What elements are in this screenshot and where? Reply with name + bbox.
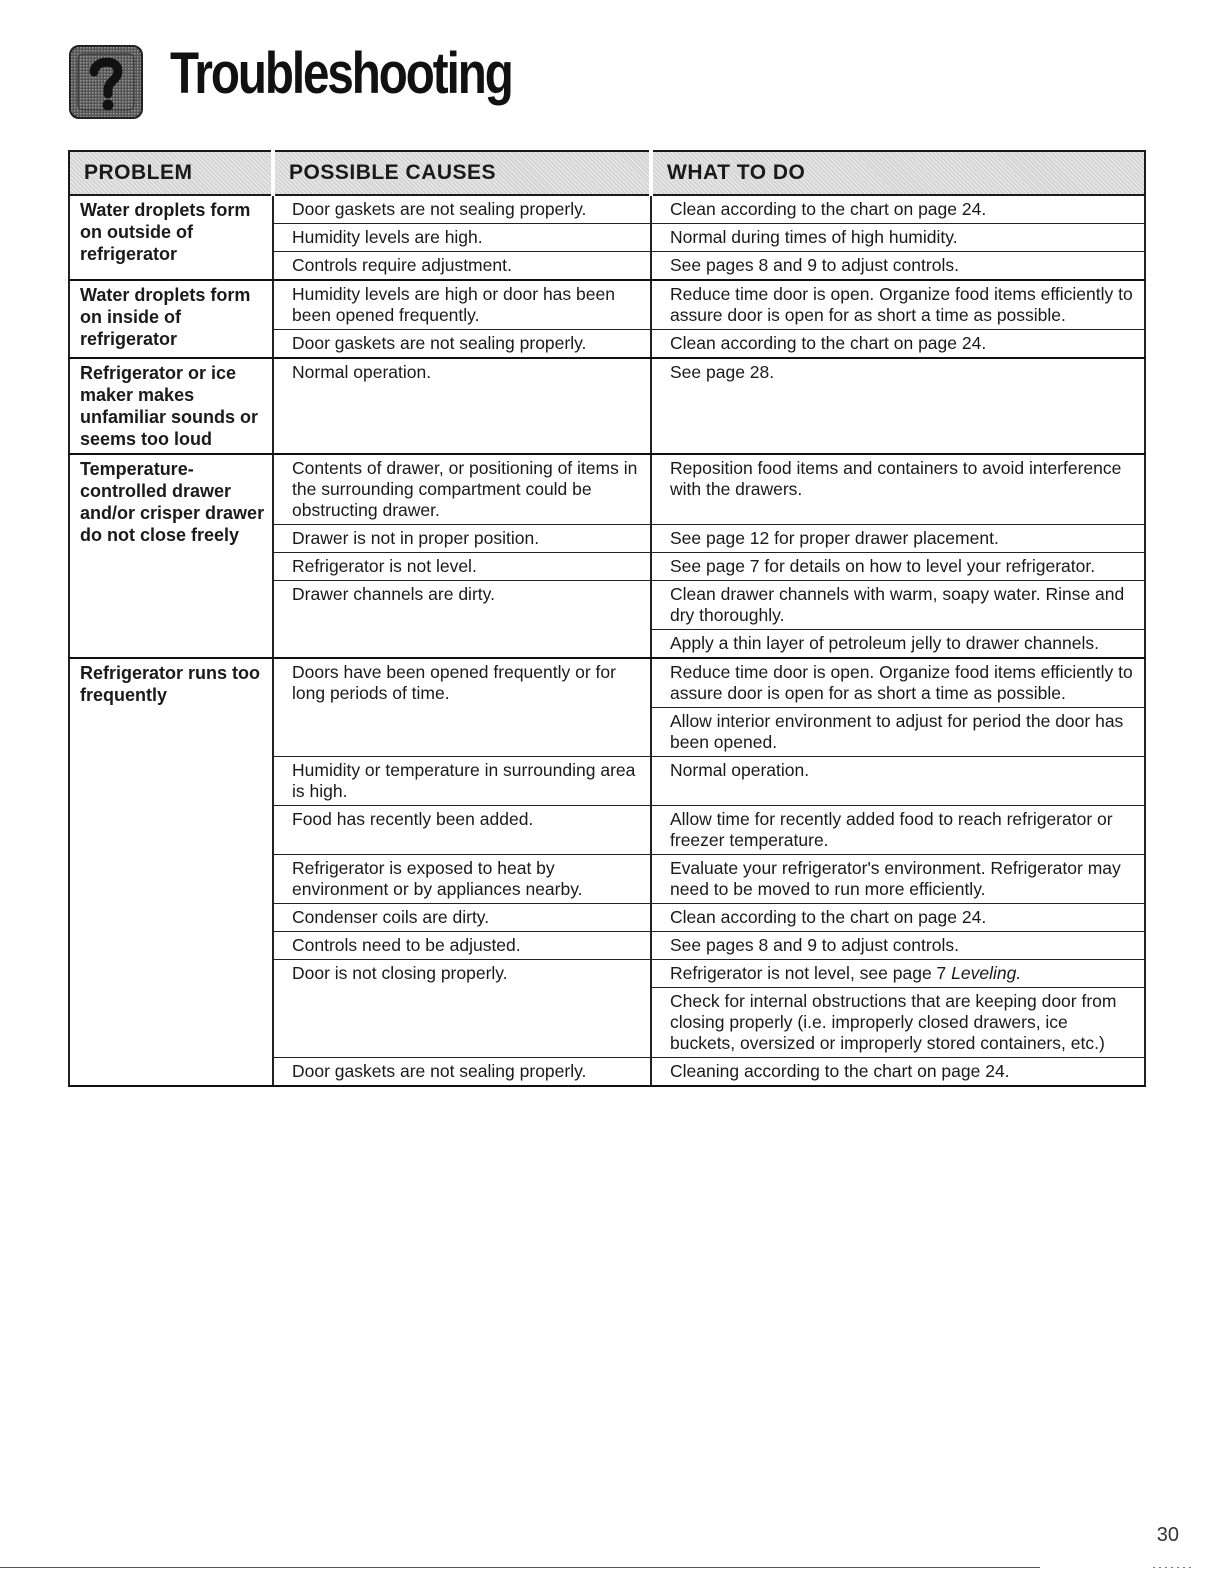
problem-cell: Refrigerator runs too frequently <box>69 658 273 1086</box>
action-item <box>652 553 1144 580</box>
cause-cell: Controls need to be adjusted. <box>273 932 651 960</box>
table-header-row <box>69 151 1145 195</box>
action-item <box>652 525 1144 552</box>
action-item <box>652 988 1144 1057</box>
action-cell <box>651 330 1145 359</box>
question-mark-icon <box>68 44 144 120</box>
table-row <box>69 454 1145 525</box>
action-cell <box>651 855 1145 904</box>
action-item <box>652 196 1144 223</box>
action-text: Clean drawer channels with warm, soapy water. Rinse and dry thoroughly. <box>670 584 1125 625</box>
cause-cell: Drawer is not in proper position. <box>273 525 651 553</box>
action-cell <box>651 1058 1145 1087</box>
action-item <box>652 252 1144 279</box>
table-row <box>69 658 1145 757</box>
problem-cell: Water droplets form on outside of refrigerator <box>69 195 273 280</box>
action-cell <box>651 932 1145 960</box>
action-item <box>652 855 1144 903</box>
footer-dots <box>1153 1567 1193 1568</box>
action-cell <box>651 525 1145 553</box>
action-text: Allow time for recently added food to reach refrigerator or freezer temperature. <box>670 809 1113 850</box>
troubleshooting-table <box>68 150 1146 1087</box>
action-item <box>652 224 1144 251</box>
action-item <box>652 581 1144 630</box>
action-text: See pages 8 and 9 to adjust controls. <box>670 935 959 955</box>
cause-cell: Condenser coils are dirty. <box>273 904 651 932</box>
action-item <box>652 806 1144 854</box>
action-text: Clean according to the chart on page 24. <box>670 199 987 219</box>
action-text: See page 12 for proper drawer placement. <box>670 528 999 548</box>
action-text: See page 7 for details on how to level your refrigerator. <box>670 556 1096 576</box>
action-text: Normal during times of high humidity. <box>670 227 958 247</box>
action-text: See pages 8 and 9 to adjust controls. <box>670 255 959 275</box>
action-cell <box>651 224 1145 252</box>
header-problem: PROBLEM <box>69 151 273 195</box>
table-row <box>69 195 1145 224</box>
problem-cell: Temperature-controlled drawer and/or crisper drawer do not close freely <box>69 454 273 658</box>
action-item <box>652 1058 1144 1085</box>
action-text: Refrigerator is not level, see page 7 <box>670 963 952 983</box>
action-cell <box>651 904 1145 932</box>
action-emphasis: Leveling. <box>951 963 1022 983</box>
problem-cell: Water droplets form on inside of refrigerator <box>69 280 273 358</box>
cause-cell: Humidity or temperature in surrounding area is high. <box>273 757 651 806</box>
action-cell <box>651 553 1145 581</box>
action-item <box>652 281 1144 329</box>
action-cell <box>651 195 1145 224</box>
action-cell <box>651 280 1145 330</box>
action-item <box>652 932 1144 959</box>
action-text: Allow interior environment to adjust for period the door has been opened. <box>670 711 1124 752</box>
cause-cell: Door gaskets are not sealing properly. <box>273 195 651 224</box>
action-cell <box>651 960 1145 1058</box>
action-text: See page 28. <box>670 362 775 382</box>
problem-cell: Refrigerator or ice maker makes unfamiliar sounds or seems too loud <box>69 358 273 454</box>
cause-cell: Door gaskets are not sealing properly. <box>273 1058 651 1087</box>
action-text: Check for internal obstructions that are keeping door from closing properly (i.e. improperly closed drawers, ice buckets, oversized or improperly stored containers, etc.) <box>670 991 1117 1053</box>
action-cell <box>651 757 1145 806</box>
action-text: Reposition food items and containers to avoid interference with the drawers. <box>670 458 1122 499</box>
action-text: Clean according to the chart on page 24. <box>670 333 987 353</box>
action-text: Reduce time door is open. Organize food items efficiently to assure door is open for as short a time as possible. <box>670 662 1133 703</box>
action-cell <box>651 358 1145 454</box>
cause-cell: Door gaskets are not sealing properly. <box>273 330 651 359</box>
cause-cell: Contents of drawer, or positioning of items in the surrounding compartment could be obstructing drawer. <box>273 454 651 525</box>
action-cell <box>651 806 1145 855</box>
page-title: Troubleshooting <box>170 41 512 106</box>
action-item <box>652 659 1144 708</box>
action-text: Apply a thin layer of petroleum jelly to drawer channels. <box>670 633 1099 653</box>
cause-cell: Doors have been opened frequently or for long periods of time. <box>273 658 651 757</box>
action-text: Normal operation. <box>670 760 810 780</box>
action-text: Evaluate your refrigerator's environment. Refrigerator may need to be moved to run more efficiently. <box>670 858 1121 899</box>
table-row <box>69 280 1145 330</box>
cause-cell: Food has recently been added. <box>273 806 651 855</box>
cause-cell: Refrigerator is not level. <box>273 553 651 581</box>
action-item <box>652 757 1144 784</box>
action-item <box>652 960 1144 988</box>
header-what-to-do: WHAT TO DO <box>651 151 1145 195</box>
footer-rule <box>0 1567 1040 1568</box>
action-item <box>652 330 1144 357</box>
table-body <box>69 195 1145 1086</box>
action-text: Clean according to the chart on page 24. <box>670 907 987 927</box>
table-row <box>69 358 1145 454</box>
action-item <box>652 708 1144 756</box>
cause-cell: Controls require adjustment. <box>273 252 651 281</box>
cause-cell: Door is not closing properly. <box>273 960 651 1058</box>
cause-cell: Refrigerator is exposed to heat by environment or by appliances nearby. <box>273 855 651 904</box>
action-cell <box>651 658 1145 757</box>
action-cell <box>651 454 1145 525</box>
cause-cell: Drawer channels are dirty. <box>273 581 651 659</box>
action-cell <box>651 581 1145 659</box>
header-possible-causes: POSSIBLE CAUSES <box>273 151 651 195</box>
action-text: Cleaning according to the chart on page 24. <box>670 1061 1010 1081</box>
cause-cell: Humidity levels are high or door has been been opened frequently. <box>273 280 651 330</box>
cause-cell: Normal operation. <box>273 358 651 454</box>
action-text: Reduce time door is open. Organize food items efficiently to assure door is open for as short a time as possible. <box>670 284 1133 325</box>
cause-cell: Humidity levels are high. <box>273 224 651 252</box>
action-item <box>652 359 1144 386</box>
action-item <box>652 904 1144 931</box>
action-item <box>652 455 1144 503</box>
action-item <box>652 630 1144 657</box>
action-cell <box>651 252 1145 281</box>
page-number: 30 <box>1156 1524 1179 1546</box>
troubleshooting-table-container <box>68 150 1144 1087</box>
